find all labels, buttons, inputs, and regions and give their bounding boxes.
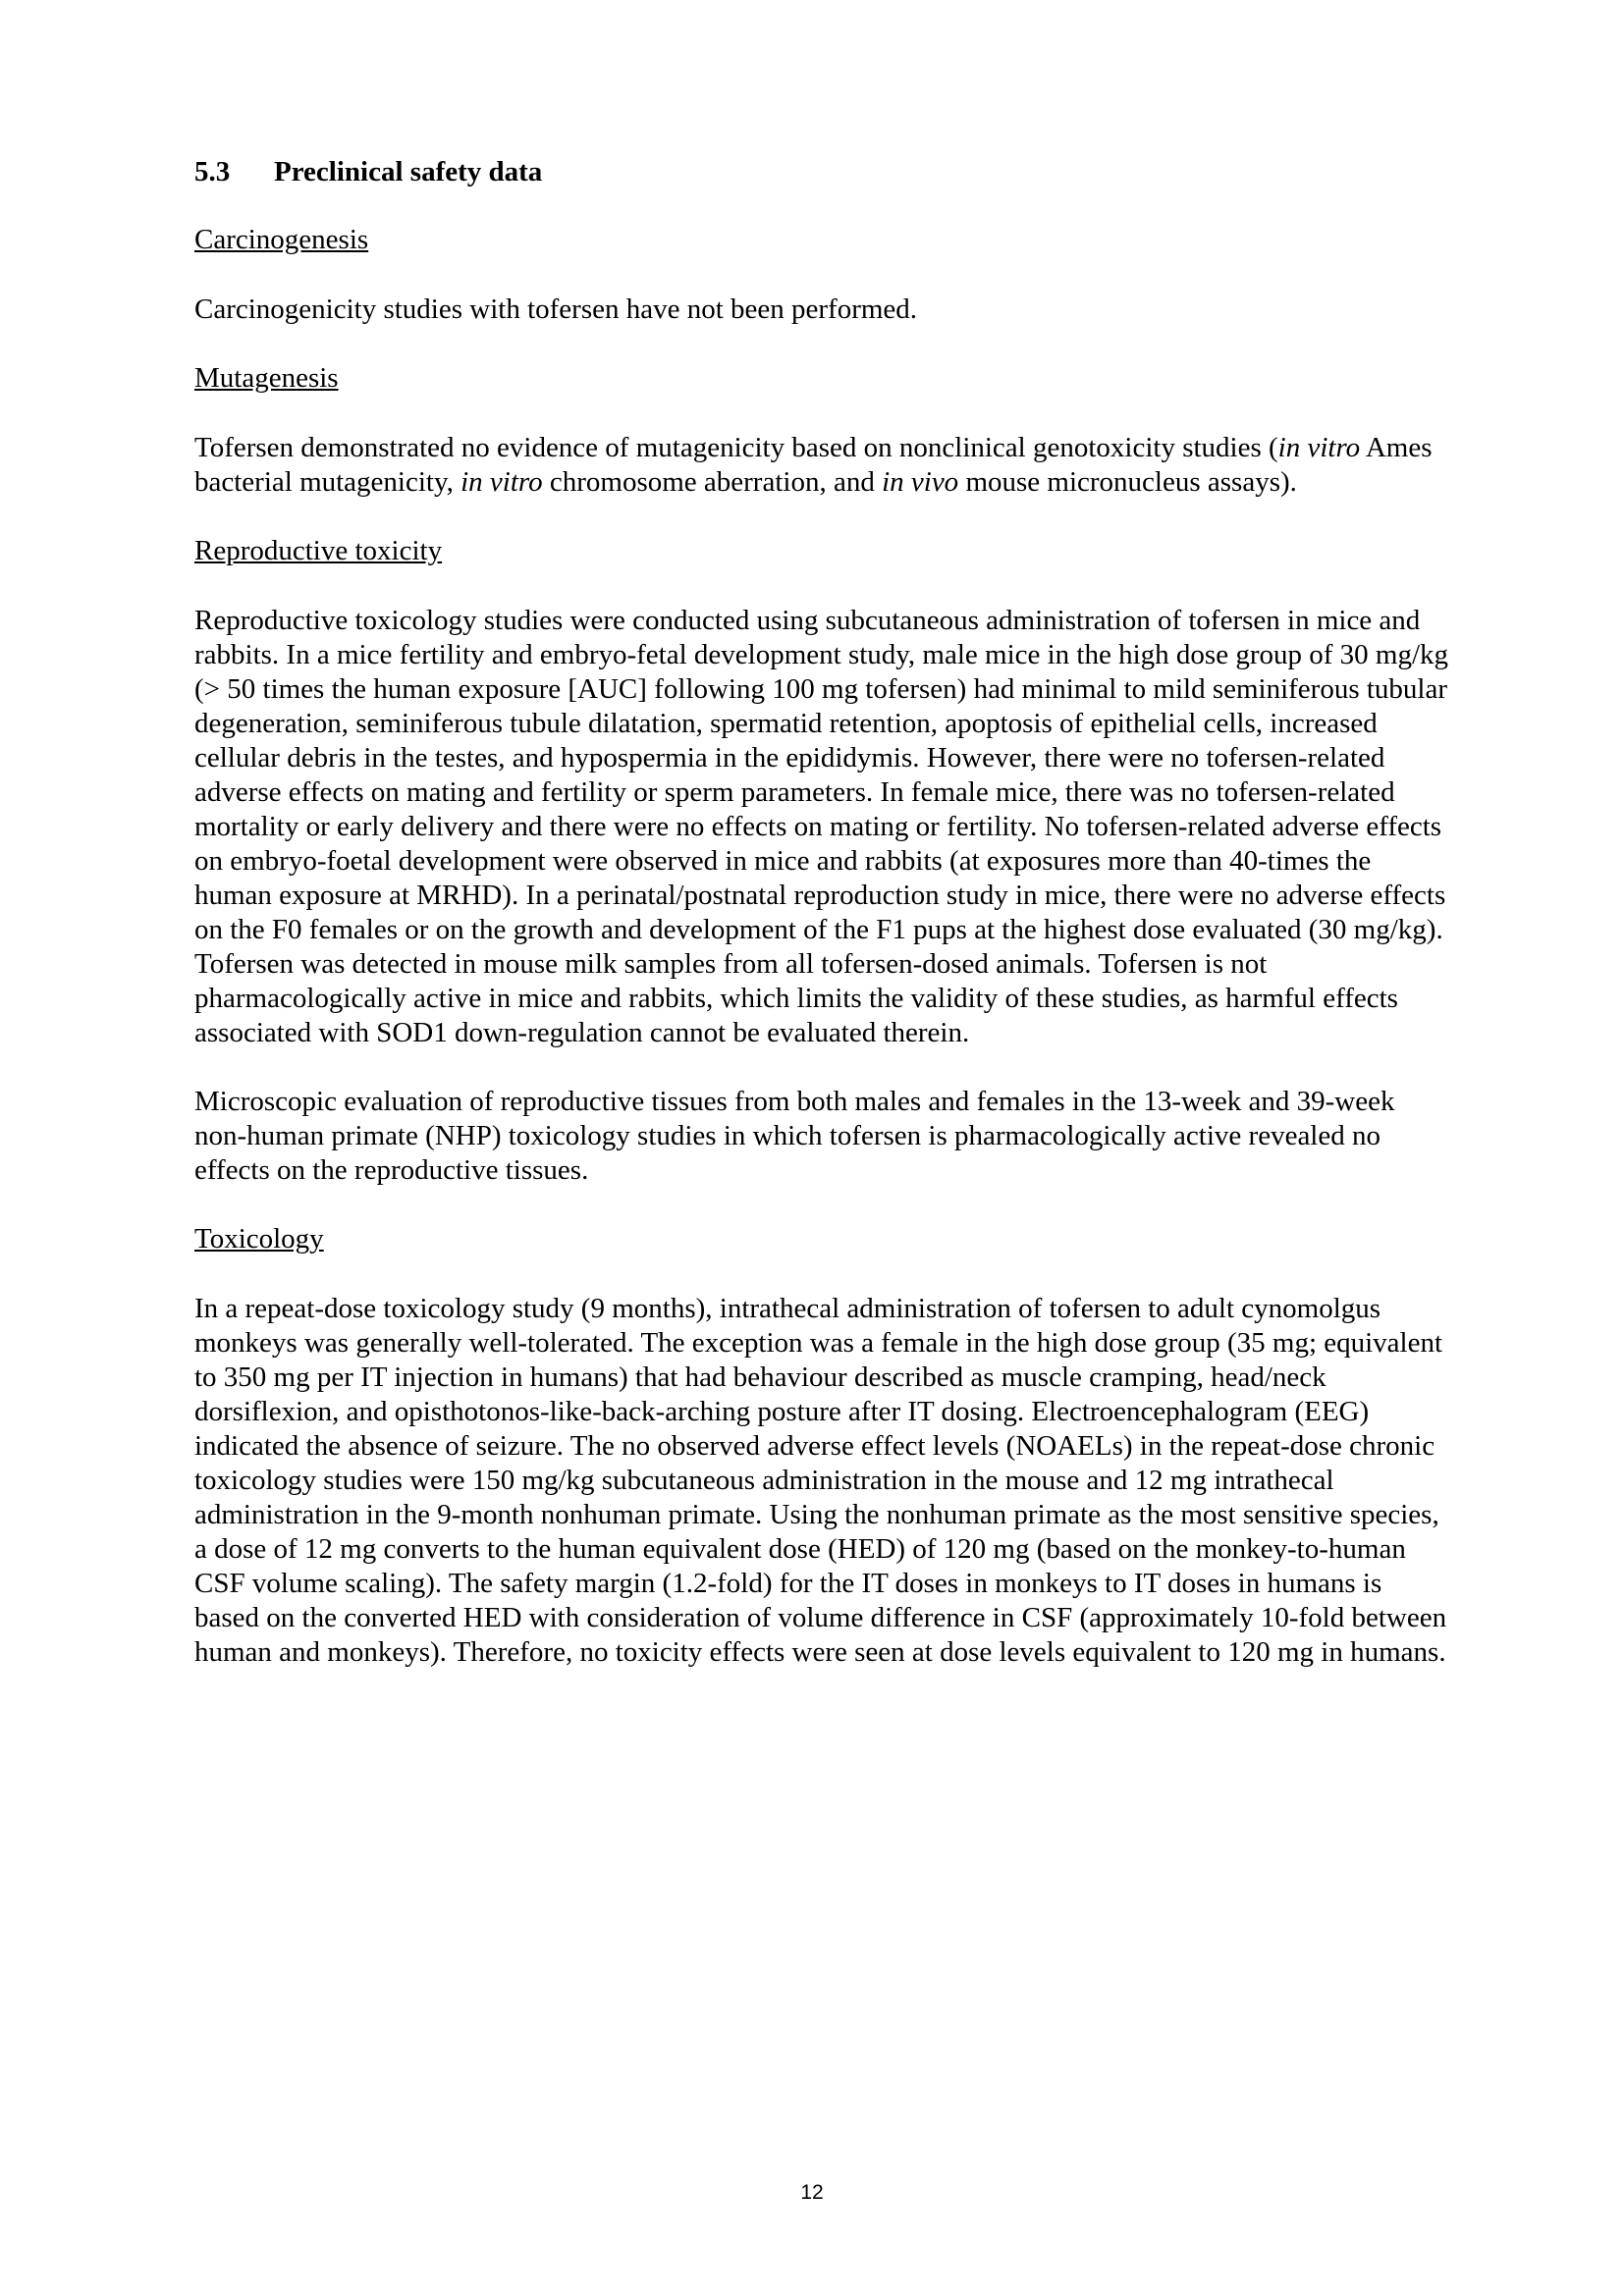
mutagenesis-text [194,431,1451,500]
toxicology-heading: Toxicology [194,1223,324,1255]
section-number: 5.3 [194,156,231,187]
page-number: 12 [800,2181,824,2204]
carcinogenesis-heading: Carcinogenesis [194,224,369,255]
mutagenesis-text-a: Tofersen demonstrated no evidence of mutagenicity based on nonclinical genotoxicity studies ( [194,432,1278,463]
reproductive-toxicity-heading: Reproductive toxicity [194,535,443,566]
carcinogenesis-text: Carcinogenicity studies with tofersen have not been performed. [194,294,918,325]
mutagenesis-heading: Mutagenesis [194,362,339,394]
section-heading [194,155,1451,189]
reproductive-toxicity-paragraph-1: Reproductive toxicology studies were conducted using subcutaneous administration of tofersen in mice and rabbits. In a mice fertility and embryo-fetal development study, male mice in the high dose group of 30 mg/kg (> 50 times the human exposure [AUC] following 100 mg tofersen) had minimal to mild seminiferous tubular degeneration, seminiferous tubule dilatation, spermatid retention, apoptosis of epithelial cells, increased cellular debris in the testes, and hypospermia in the epididymis. However, there were no tofersen-related adverse effects on mating and fertility or sperm parameters. In female mice, there was no tofersen-related mortality or early delivery and there were no effects on mating or fertility. No tofersen-related adverse effects on embryo-foetal development were observed in mice and rabbits (at exposures more than 40-times the human exposure at MRHD). In a perinatal/postnatal reproduction study in mice, there were no adverse effects on the F0 females or on the growth and development of the F1 pups at the highest dose evaluated (30 mg/kg). Tofersen was detected in mouse milk samples from all tofersen-dosed animals. Tofersen is not pharmacologically active in mice and rabbits, which limits the validity of these studies, as harmful effects associated with SOD1 down-regulation cannot be evaluated therein. [194,605,1449,1048]
toxicology-paragraph-1: In a repeat-dose toxicology study (9 months), intrathecal administration of tofersen to adult cynomolgus monkeys was generally well-tolerated. The exception was a female in the high dose group (35 mg; equivalent to 350 mg per IT injection in humans) that had behaviour described as muscle cramping, head/neck dorsiflexion, and opisthotonos-like-back-arching posture after IT dosing. Electroencephalogram (EEG) indicated the absence of seizure. The no observed adverse effect levels (NOAELs) in the repeat-dose chronic toxicology studies were 150 mg/kg subcutaneous administration in the mouse and 12 mg intrathecal administration in the 9-month nonhuman primate. Using the nonhuman primate as the most sensitive species, a dose of 12 mg converts to the human equivalent dose (HED) of 120 mg (based on the monkey-to-human CSF volume scaling). The safety margin (1.2-fold) for the IT doses in monkeys to IT doses in humans is based on the converted HED with consideration of volume difference in CSF (approximately 10-fold between human and monkeys). Therefore, no toxicity effects were seen at dose levels equivalent to 120 mg in humans. [194,1293,1447,1668]
mutagenesis-text-b: Ames bacterial mutagenicity, [194,432,1433,498]
mutagenesis-text-d: mouse micronucleus assays). [958,466,1297,498]
mutagenesis-italic-c: in vivo [882,466,959,498]
section-title: Preclinical safety data [274,156,543,187]
mutagenesis-text-c: chromosome aberration, and [542,466,883,498]
mutagenesis-italic-a: in vitro [1277,432,1361,463]
document-page [194,155,1451,1704]
mutagenesis-italic-b: in vitro [460,466,543,498]
reproductive-toxicity-paragraph-2: Microscopic evaluation of reproductive tissues from both males and females in the 13-week and 39-week non-human primate (NHP) toxicology studies in which tofersen is pharmacologically active revealed no effects on the reproductive tissues. [194,1086,1395,1186]
